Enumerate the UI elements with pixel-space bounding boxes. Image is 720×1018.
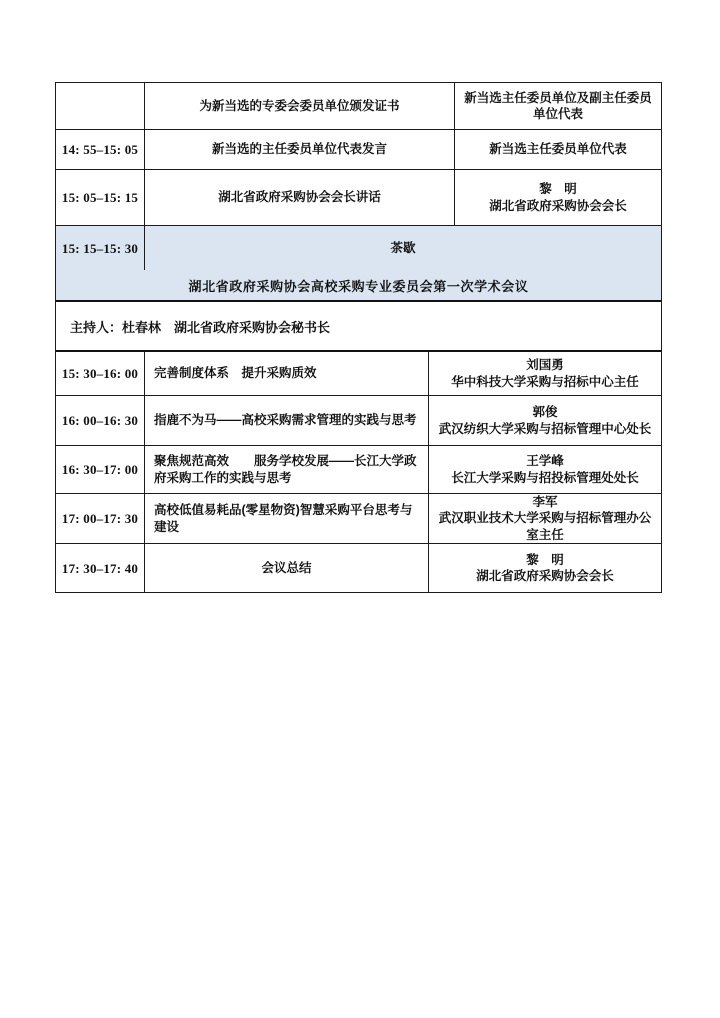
speaker-cell [428, 544, 661, 592]
tea-break-row [56, 226, 661, 270]
speaker-cell [454, 83, 661, 129]
speaker-line: 新当选主任委员单位及副主任委员单位代表 [464, 90, 652, 121]
topic-cell: 聚焦规范高效 服务学校发展——长江大学政府采购工作的实践与思考 [144, 446, 428, 493]
agenda-row [56, 130, 661, 170]
time-cell: 16: 00–16: 30 [61, 413, 139, 428]
speaker-cell [428, 494, 661, 543]
time-cell: 17: 30–17: 40 [61, 560, 139, 576]
time-cell: 16: 30–17: 00 [61, 462, 139, 477]
speaker-cell [428, 352, 661, 395]
topic-cell: 高校低值易耗品(零星物资)智慧采购平台思考与建设 [144, 494, 428, 543]
speaker-name: 王学峰 [526, 454, 564, 468]
speaker-title: 湖北省政府采购协会会长 [489, 198, 627, 213]
speaker-cell [428, 396, 661, 445]
speaker-cell [454, 170, 661, 225]
agenda-row [56, 396, 661, 446]
time-cell [56, 83, 144, 129]
speaker-title: 湖北省政府采购协会会长 [476, 569, 614, 583]
time-cell: 15: 05–15: 15 [61, 190, 139, 205]
agenda-section-ceremony [56, 83, 661, 270]
agenda-table [55, 82, 662, 593]
speaker-cell [428, 446, 661, 493]
agenda-row [56, 446, 661, 494]
time-cell: 17: 00–17: 30 [61, 511, 139, 526]
agenda-row [56, 170, 661, 226]
agenda-row [56, 494, 661, 544]
time-cell: 15: 15–15: 30 [56, 226, 144, 270]
host-row: 主持人：杜春林 湖北省政府采购协会秘书长 [56, 302, 661, 352]
speaker-cell [454, 130, 661, 169]
topic-cell: 湖北省政府采购协会会长讲话 [144, 170, 454, 225]
time-cell: 14: 55–15: 05 [61, 142, 139, 157]
speaker-name: 郭俊 [532, 405, 558, 419]
speaker-line: 新当选主任委员单位代表 [489, 142, 627, 157]
tea-break-label: 茶歇 [144, 226, 661, 270]
speaker-name: 黎 明 [526, 552, 564, 567]
session-header: 湖北省政府采购协会高校采购专业委员会第一次学术会议 [56, 270, 661, 302]
agenda-row [56, 83, 661, 130]
speaker-title: 武汉职业技术大学采购与招标管理办公室主任 [438, 511, 652, 542]
speaker-name: 黎 明 [539, 182, 577, 196]
time-cell: 15: 30–16: 00 [61, 366, 139, 381]
speaker-title: 华中科技大学采购与招标中心主任 [451, 374, 639, 389]
speaker-title: 武汉纺织大学采购与招标管理中心处长 [438, 421, 652, 436]
speaker-title: 长江大学采购与招投标管理处处长 [451, 470, 639, 485]
topic-cell: 指鹿不为马——高校采购需求管理的实践与思考 [144, 396, 428, 445]
topic-cell: 为新当选的专委会委员单位颁发证书 [144, 83, 454, 129]
topic-cell: 会议总结 [144, 544, 428, 592]
agenda-section-talks [56, 352, 661, 592]
agenda-row [56, 352, 661, 396]
speaker-name: 刘国勇 [526, 358, 564, 372]
agenda-row [56, 544, 661, 592]
speaker-name: 李军 [532, 494, 558, 509]
topic-cell: 新当选的主任委员单位代表发言 [144, 130, 454, 169]
topic-cell: 完善制度体系 提升采购质效 [144, 352, 428, 395]
